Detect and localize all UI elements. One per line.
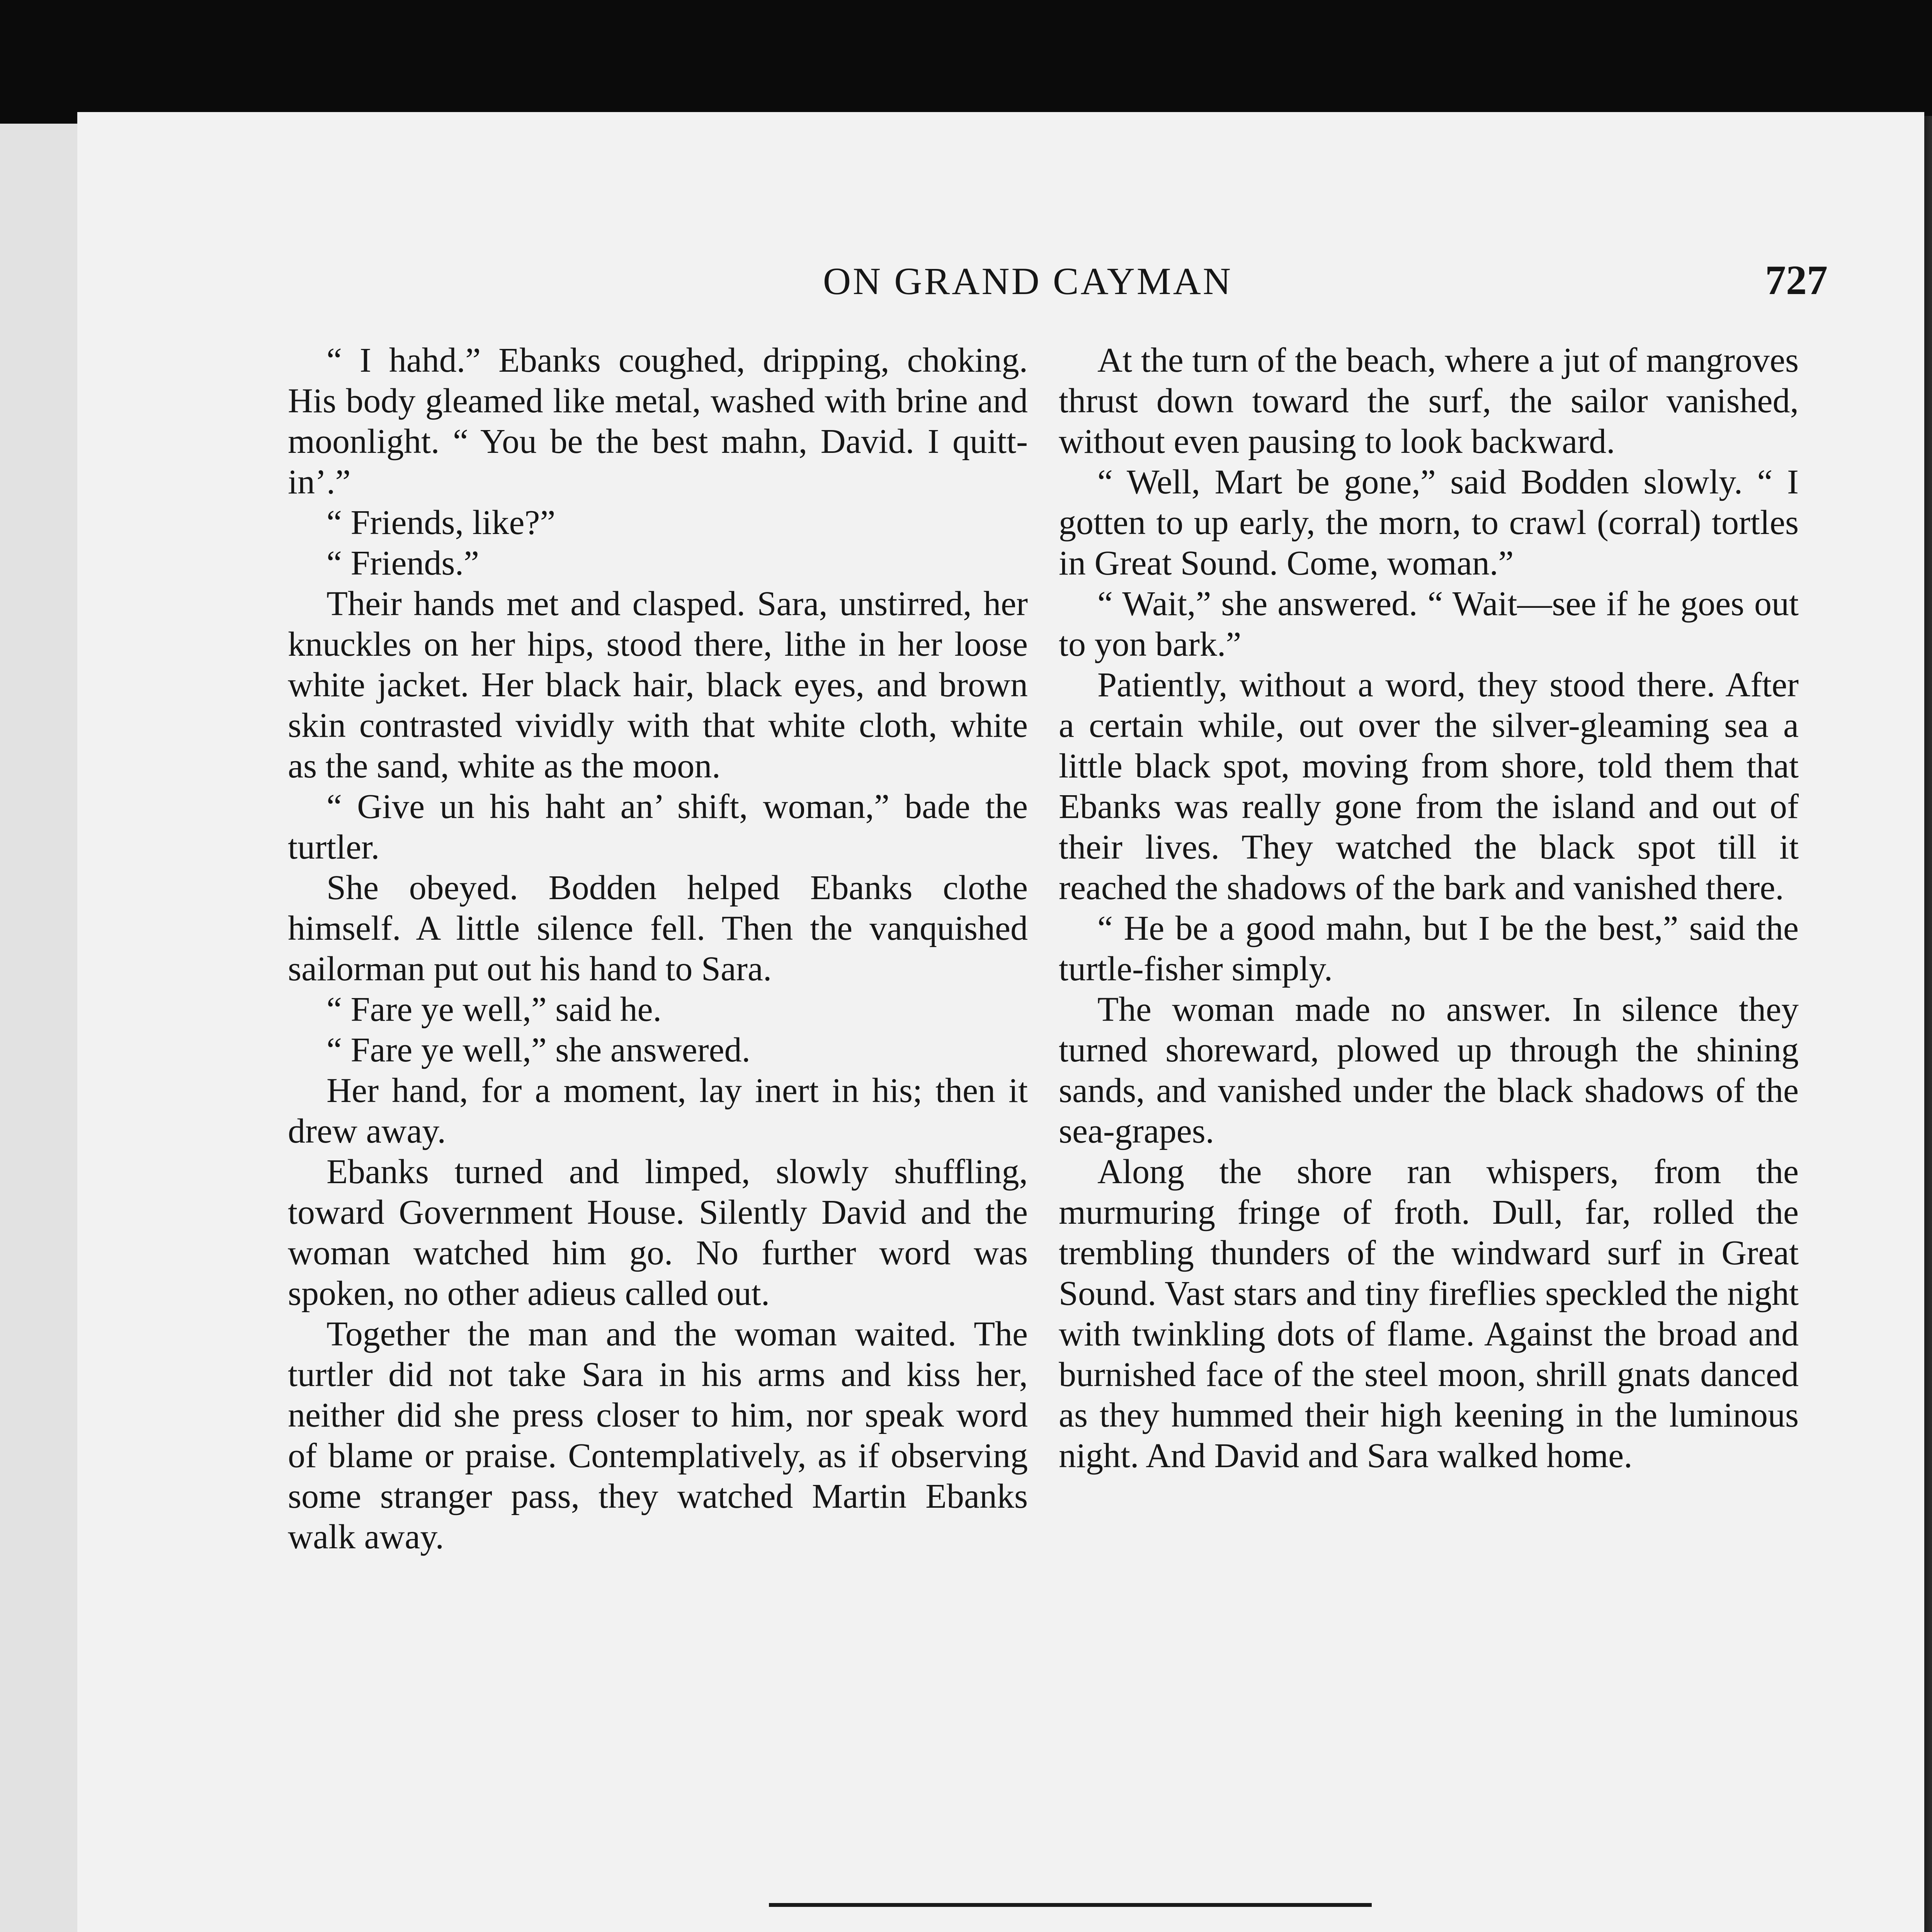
running-title: ON GRAND CAYMAN xyxy=(823,260,1233,303)
paragraph: Ebanks turned and limped, slowly shuffling, toward Government House. Silently David and the woman watched him go. No further word was spoken, no other adieus called out. xyxy=(288,1153,1028,1313)
paragraph: “ I hahd.” Ebanks coughed, dripping, choking. His body gleamed like metal, washed with brine and moonlight. “ You be the best mahn, David. I quitt-in’.” xyxy=(288,341,1028,501)
previous-page-edge xyxy=(0,124,88,1932)
paragraph: Along the shore ran whispers, from the murmuring fringe of froth. Dull, far, rolled the trembling thunders of the windward surf in Great Sound. Vast stars and tiny fireflies speckled the night with twinkling dots of flame. Against the broad and burnished face of the steel moon, shrill gnats danced as they hummed their high keening in the luminous night. And David and Sara walked home. xyxy=(1059,1153,1799,1475)
running-head xyxy=(77,259,1924,321)
story-left-column xyxy=(288,340,1028,1557)
paragraph: The woman made no answer. In silence they turned shoreward, plowed up through the shining sands, and vanished under the black shadows of the sea-grapes. xyxy=(1059,990,1799,1150)
paragraph: “ Wait,” she answered. “ Wait—see if he goes out to yon bark.” xyxy=(1059,585,1799,663)
paragraph: “ Fare ye well,” she answered. xyxy=(327,1031,751,1069)
book-page xyxy=(77,112,1924,1932)
paragraph: Patiently, without a word, they stood there. After a certain while, out over the silver-gleaming sea a little black spot, moving from shore, told them that Ebanks was really gone from the island and out of their lives. They watched the black spot till it reached the shadows of the bark and vanished there. xyxy=(1059,666,1799,907)
paragraph: At the turn of the beach, where a jut of mangroves thrust down toward the surf, the sailor vanished, without even pausing to look backward. xyxy=(1059,341,1799,461)
paragraph: Her hand, for a moment, lay inert in his; then it drew away. xyxy=(288,1071,1028,1150)
paragraph: “ Friends, like?” xyxy=(327,503,556,542)
paragraph: “ Give un his haht an’ shift, woman,” bade the turtler. xyxy=(288,787,1028,866)
paragraph: She obeyed. Bodden helped Ebanks clothe himself. A little silence fell. Then the vanquished sailorman put out his hand to Sara. xyxy=(288,869,1028,988)
paragraph: “ Well, Mart be gone,” said Bodden slowly. “ I gotten to up early, the morn, to crawl (corral) tortles in Great Sound. Come, woman.” xyxy=(1059,463,1799,582)
paragraph: “ Friends.” xyxy=(327,544,479,582)
paragraph: Their hands met and clasped. Sara, unstirred, her knuckles on her hips, stood there, lithe in her loose white jacket. Her black hair, black eyes, and brown skin contrasted vividly with that white cloth, white as the sand, white as the moon. xyxy=(288,585,1028,785)
page-number: 727 xyxy=(1765,257,1828,303)
paragraph: Together the man and the woman waited. The turtler did not take Sara in his arms and kiss her, neither did she press closer to him, nor speak word of blame or praise. Contemplatively, as if observing some stranger pass, they watched Martin Ebanks walk away. xyxy=(288,1315,1028,1556)
page-binding-edge xyxy=(1924,116,1932,1932)
paragraph: “ He be a good mahn, but I be the best,” said the turtle-fisher simply. xyxy=(1059,909,1799,988)
section-divider xyxy=(769,1903,1372,1907)
paragraph: “ Fare ye well,” said he. xyxy=(327,990,662,1029)
story-right-column xyxy=(1059,340,1799,1476)
